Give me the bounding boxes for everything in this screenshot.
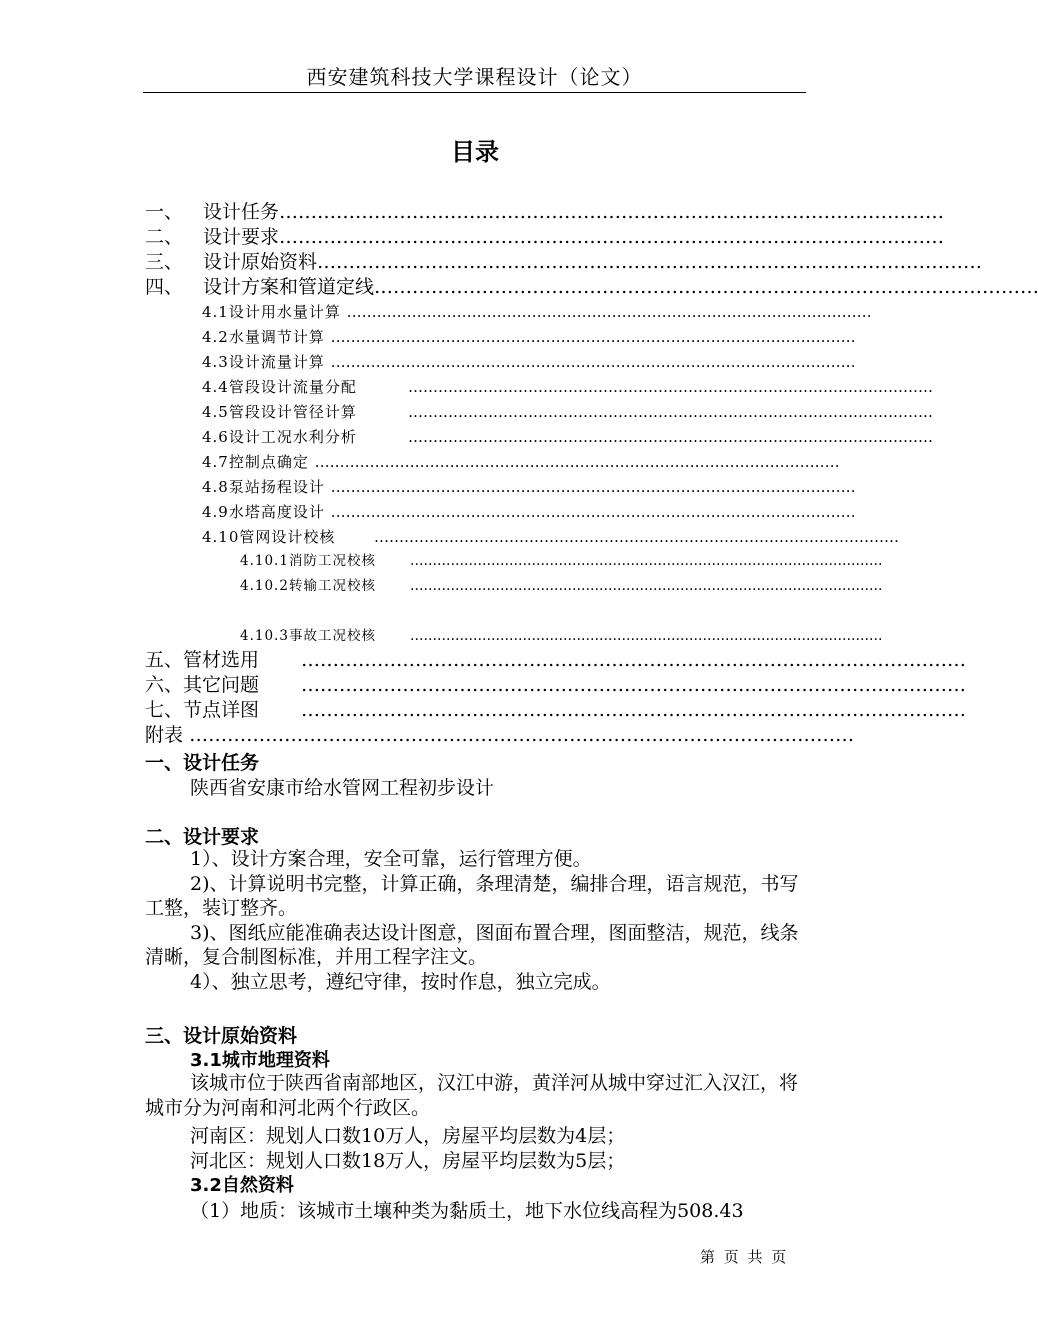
toc-entry[interactable] <box>145 648 966 672</box>
toc-leader-dots: …………………………………………………………………………………………… <box>189 724 855 746</box>
page-header-title: 西安建筑科技大学课程设计（论文） <box>306 65 643 89</box>
toc-title: 目录 <box>451 138 499 166</box>
section-heading: 三、设计原始资料 <box>145 1025 298 1047</box>
toc-subsubentry-label: 4.10.1消防工况校核 <box>240 551 410 571</box>
toc-entry-label: 五、管材选用 <box>145 648 301 672</box>
toc-leader-dots: …………………………………………………………………………………………… <box>314 453 840 471</box>
toc-leader-dots: …………………………………………………………………………………………… <box>374 276 1039 298</box>
page-footer: 第 页 共 页 <box>700 1248 789 1266</box>
toc-entry-label: 六、其它问题 <box>145 673 301 697</box>
toc-subentry[interactable] <box>202 326 856 348</box>
toc-leader-dots: …………………………………………………………………………………………… <box>408 378 933 396</box>
toc-leader-dots: …………………………………………………………………………………………… <box>317 251 983 273</box>
toc-subentry[interactable] <box>202 451 840 473</box>
requirements-list <box>145 847 810 994</box>
toc-subsubentry[interactable] <box>240 551 883 571</box>
toc-subentry-label: 4.3设计流量计算 <box>202 353 325 371</box>
toc-subentry[interactable] <box>202 401 933 423</box>
toc-subentry-label: 4.6设计工况水利分析 <box>202 426 408 448</box>
paragraph: 该城市位于陕西省南部地区，汉江中游，黄洋河从城中穿过汇入汉江，将城市分为河南和河北两个行政区。 <box>145 1072 799 1119</box>
list-item: 1）、设计方案合理，安全可靠，运行管理方便。 <box>190 848 592 870</box>
toc-subentry-label: 4.1设计用水量计算 <box>202 303 341 321</box>
toc-leader-dots: …………………………………………………………………………………………… <box>301 649 966 671</box>
header-rule <box>143 92 806 93</box>
toc-subentry-label: 4.7控制点确定 <box>202 453 309 471</box>
toc-entry-number: 二、 <box>145 225 203 249</box>
toc-entry[interactable] <box>145 225 945 249</box>
toc-subentry-label: 4.8泵站扬程设计 <box>202 478 325 496</box>
toc-subentry[interactable] <box>202 426 933 448</box>
toc-entry-label: 设计任务 <box>203 201 280 223</box>
toc-subentry[interactable] <box>202 526 899 548</box>
toc-subentry-label: 4.4管段设计流量分配 <box>202 376 408 398</box>
toc-leader-dots: …………………………………………………………………………………………… <box>410 553 883 569</box>
toc-leader-dots: …………………………………………………………………………………………… <box>408 403 933 421</box>
toc-entry-label: 设计要求 <box>203 226 280 248</box>
toc-entry[interactable] <box>145 673 966 697</box>
subsection-heading: 3.2自然资料 <box>190 1175 294 1196</box>
toc-subentry-label: 4.10管网设计校核 <box>202 526 374 548</box>
paragraph: （1）地质：该城市土壤种类为黏质土，地下水位线高程为508.43 <box>190 1200 744 1222</box>
toc-subentry[interactable] <box>202 476 856 498</box>
toc-leader-dots: …………………………………………………………………………………………… <box>279 226 945 248</box>
toc-leader-dots: …………………………………………………………………………………………… <box>330 353 856 371</box>
toc-entry-label: 附表 <box>145 724 184 746</box>
toc-subentry[interactable] <box>202 376 933 398</box>
toc-leader-dots: …………………………………………………………………………………………… <box>330 478 856 496</box>
toc-subsubentry-label: 4.10.3事故工况校核 <box>240 626 410 646</box>
toc-subentry-label: 4.5管段设计管径计算 <box>202 401 408 423</box>
toc-entry-number: 一、 <box>145 200 203 224</box>
toc-subsubentry[interactable] <box>240 576 883 596</box>
toc-entry[interactable] <box>145 698 966 722</box>
section-heading: 一、设计任务 <box>145 752 260 774</box>
toc-subentry[interactable] <box>202 351 856 373</box>
toc-leader-dots: …………………………………………………………………………………………… <box>330 503 856 521</box>
toc-leader-dots: …………………………………………………………………………………………… <box>301 699 966 721</box>
subsection-heading: 3.1城市地理资料 <box>190 1050 330 1071</box>
toc-subentry-label: 4.9水塔高度设计 <box>202 503 325 521</box>
list-item: 4）、独立思考，遵纪守律，按时作息，独立完成。 <box>190 970 611 993</box>
toc-subentry[interactable] <box>202 301 872 323</box>
toc-entry[interactable] <box>145 200 945 224</box>
toc-entry-number: 三、 <box>145 250 203 274</box>
toc-leader-dots: …………………………………………………………………………………………… <box>408 428 933 446</box>
toc-subentry[interactable] <box>202 501 856 523</box>
toc-subentry-label: 4.2水量调节计算 <box>202 328 325 346</box>
toc-entry-number: 四、 <box>145 275 203 299</box>
toc-subsubentry[interactable] <box>240 626 883 646</box>
toc-leader-dots: …………………………………………………………………………………………… <box>346 303 872 321</box>
toc-entry-label: 设计方案和管道定线 <box>203 276 375 298</box>
toc-leader-dots: …………………………………………………………………………………………… <box>410 578 883 594</box>
toc-entry-label: 设计原始资料 <box>203 251 318 273</box>
toc-leader-dots: …………………………………………………………………………………………… <box>301 674 966 696</box>
paragraph: 河北区：规划人口数18万人，房屋平均层数为5层； <box>190 1150 626 1172</box>
toc-leader-dots: …………………………………………………………………………………………… <box>374 528 899 546</box>
toc-leader-dots: …………………………………………………………………………………………… <box>410 628 883 644</box>
section-text: 陕西省安康市给水管网工程初步设计 <box>190 777 495 799</box>
list-item: 3)、图纸应能准确表达设计图意，图面布置合理，图面整洁，规范，线条清晰，复合制图标准，并用工程字注文。 <box>145 921 799 968</box>
toc-subsubentry-label: 4.10.2转输工况校核 <box>240 576 410 596</box>
toc-entry[interactable] <box>145 275 1039 299</box>
toc-entry-label: 七、节点详图 <box>145 698 301 722</box>
toc-leader-dots: …………………………………………………………………………………………… <box>330 328 856 346</box>
list-item: 2)、计算说明书完整，计算正确，条理清楚，编排合理，语言规范，书写工整，装订整齐。 <box>145 872 799 919</box>
toc-entry[interactable] <box>145 723 855 747</box>
toc-entry[interactable] <box>145 250 983 274</box>
paragraph: 河南区：规划人口数10万人，房屋平均层数为4层； <box>190 1125 626 1147</box>
toc-leader-dots: …………………………………………………………………………………………… <box>279 201 945 223</box>
section-heading: 二、设计要求 <box>145 826 260 848</box>
